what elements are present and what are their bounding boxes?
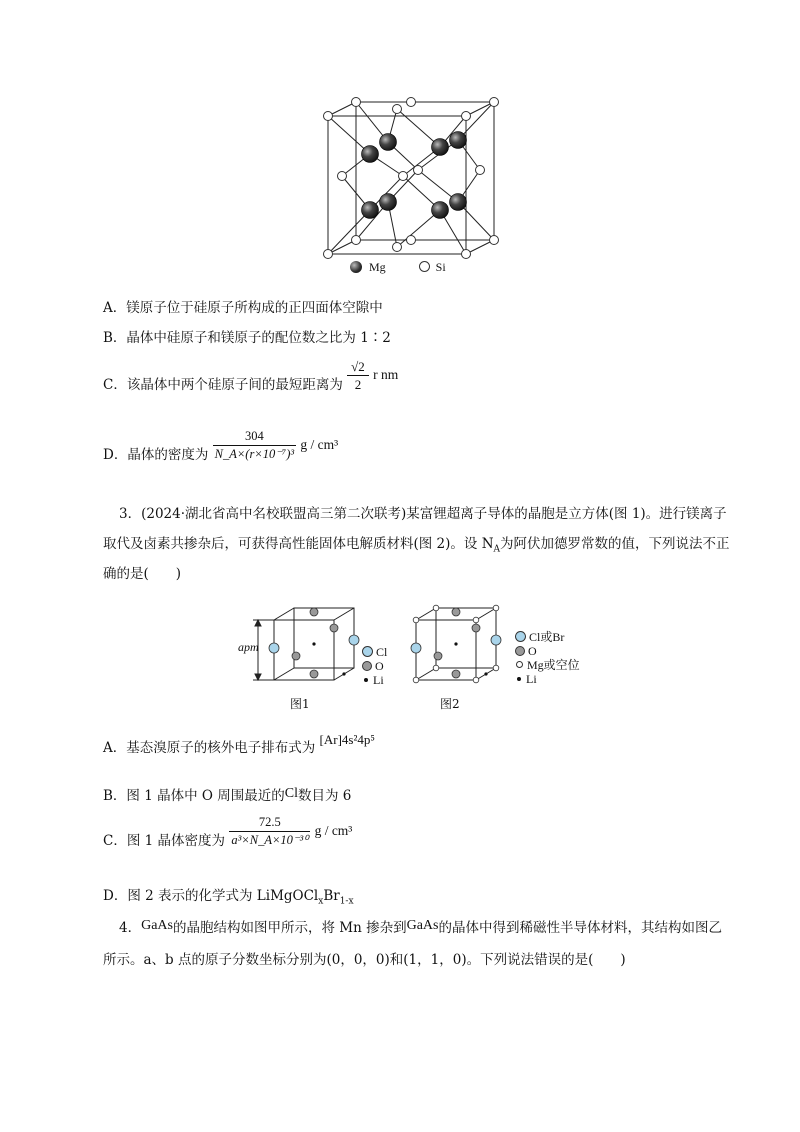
fig1-legend-li (362, 673, 387, 687)
fig1-legend-li-label: Li (373, 673, 384, 687)
q2-option-c-fraction (347, 358, 369, 393)
q4-line1-b: 的晶胞结构如图甲所示，将 Mn 掺杂到 (172, 920, 407, 936)
fig1-caption: 图1 (290, 697, 310, 711)
q3-stem-line2-b: 为阿伏加德罗常数的值，下列说法不正 (500, 536, 730, 552)
fig2-legend-mg (515, 658, 580, 672)
q2-option-d-fraction (213, 428, 296, 463)
si-legend-label: Si (435, 260, 446, 274)
fig2-legend-o-label: O (528, 644, 537, 658)
q3-option-a-prefix: A．基态溴原子的核外电子排布式为 (103, 740, 316, 756)
fig1-legend-cl (362, 645, 387, 659)
mg-si-cell-svg (318, 92, 508, 282)
q2-option-d-den: N_A×(r×10⁻⁷)³ (214, 447, 295, 461)
q3-option-d-x: x (318, 896, 324, 907)
q4-number: 4． (119, 920, 142, 936)
q3-stem-line2-a: 取代及卤素共掺杂后，可获得高性能固体电解质材料(图 2)。设 N (103, 536, 494, 552)
q3-option-d-br: Br (323, 888, 340, 904)
li-legend-icon (364, 678, 368, 682)
q2-option-a: A．镁原子位于硅原子所构成的正四面体空隙中 (103, 300, 383, 316)
q3-stem-line1: 3．(2024·湖北省高中名校联盟高三第二次联考)某富锂超离子导体的晶胞是立方体(图 1)。进行镁离子 (119, 506, 727, 522)
q2-option-c-den: 2 (354, 377, 362, 392)
mg-si-crystal-figure (318, 92, 508, 282)
q3-option-c-prefix: C．图 1 晶体密度为 (103, 833, 226, 849)
fig2-legend-li-label: Li (526, 672, 537, 686)
q3-option-a-formula: [Ar]4s²4p⁵ (319, 732, 375, 747)
q3-edge-label (238, 640, 259, 655)
q3-option-d (103, 886, 354, 912)
q4-stem-line2: 所示。a、b 点的原子分数坐标分别为(0，0，0)和(1，1，0)。下列说法错误的是( ) (103, 952, 626, 968)
li2-legend-icon (517, 677, 521, 681)
q3-stem-line3: 确的是( ) (103, 566, 182, 582)
q2-option-b: B．晶体中硅原子和镁原子的配位数之比为 1∶2 (103, 330, 391, 346)
q3-option-d-main: D．图 2 表示的化学式为 LiMgOCl (103, 888, 319, 904)
o-legend-icon (362, 661, 372, 671)
fig1-legend-cl-label: Cl (376, 645, 388, 659)
edge-length-label: apm (238, 640, 259, 654)
fig1-legend-o (362, 659, 387, 673)
q2-option-d-suffix: g / cm³ (300, 437, 339, 452)
q2-option-c-num: √2 (347, 358, 369, 376)
q4-gaas-2: GaAs (406, 918, 439, 933)
fig2-caption: 图2 (440, 697, 460, 711)
q3-fig1-legend (362, 645, 387, 687)
q4-gaas: GaAs (141, 918, 173, 933)
q3-fig2-legend (515, 630, 580, 686)
fig2-legend-o (515, 644, 580, 658)
fig1-legend-o-label: O (375, 659, 384, 673)
fig2-legend-clbr (515, 630, 580, 644)
mg-legend-icon (350, 261, 362, 273)
q2-option-d-prefix: D．晶体的密度为 (103, 447, 209, 463)
q4-line1-c: 的晶体中得到稀磁性半导体材料，其结构如图乙 (438, 920, 722, 936)
q3-stem-line2-sub: A (493, 544, 501, 555)
q4-stem-line1 (119, 918, 722, 939)
q3-option-c-suffix: g / cm³ (314, 823, 353, 838)
q3-option-c-den: a³×N_A×10⁻³⁰ (231, 833, 309, 847)
q3-option-d-sub: 1-x (339, 896, 354, 907)
q3-option-b-cl: Cl (284, 786, 298, 801)
q3-stem-line2 (103, 534, 730, 560)
q3-option-c (103, 814, 352, 858)
q3-option-c-num: 72.5 (229, 814, 310, 832)
clbr-legend-icon (515, 631, 526, 642)
q3-option-b (103, 786, 351, 807)
q2-option-c-suffix: r nm (373, 367, 399, 382)
fig2-legend-li (515, 672, 580, 686)
q2-option-d-num: 304 (213, 428, 296, 446)
q2-option-c (103, 358, 398, 398)
fig2-legend-mg-label: Mg或空位 (527, 658, 580, 672)
mg-legend-label: Mg (369, 260, 386, 274)
mg-vacancy-legend-icon (516, 661, 523, 668)
q3-option-c-fraction (229, 814, 310, 849)
o2-legend-icon (515, 646, 525, 656)
figure1-legend (350, 260, 490, 280)
q3-option-b-prefix: B．图 1 晶体中 O 周围最近的 (103, 788, 285, 804)
cl-legend-icon (362, 646, 373, 657)
q2-option-c-prefix: C．该晶体中两个硅原子间的最短距离为 (103, 377, 343, 393)
fig2-legend-clbr-label: Cl或Br (529, 630, 565, 644)
q3-option-b-suffix: 数目为 6 (297, 788, 352, 804)
si-legend-icon (419, 261, 430, 272)
q3-option-a (103, 732, 375, 758)
q2-option-d (103, 428, 338, 472)
